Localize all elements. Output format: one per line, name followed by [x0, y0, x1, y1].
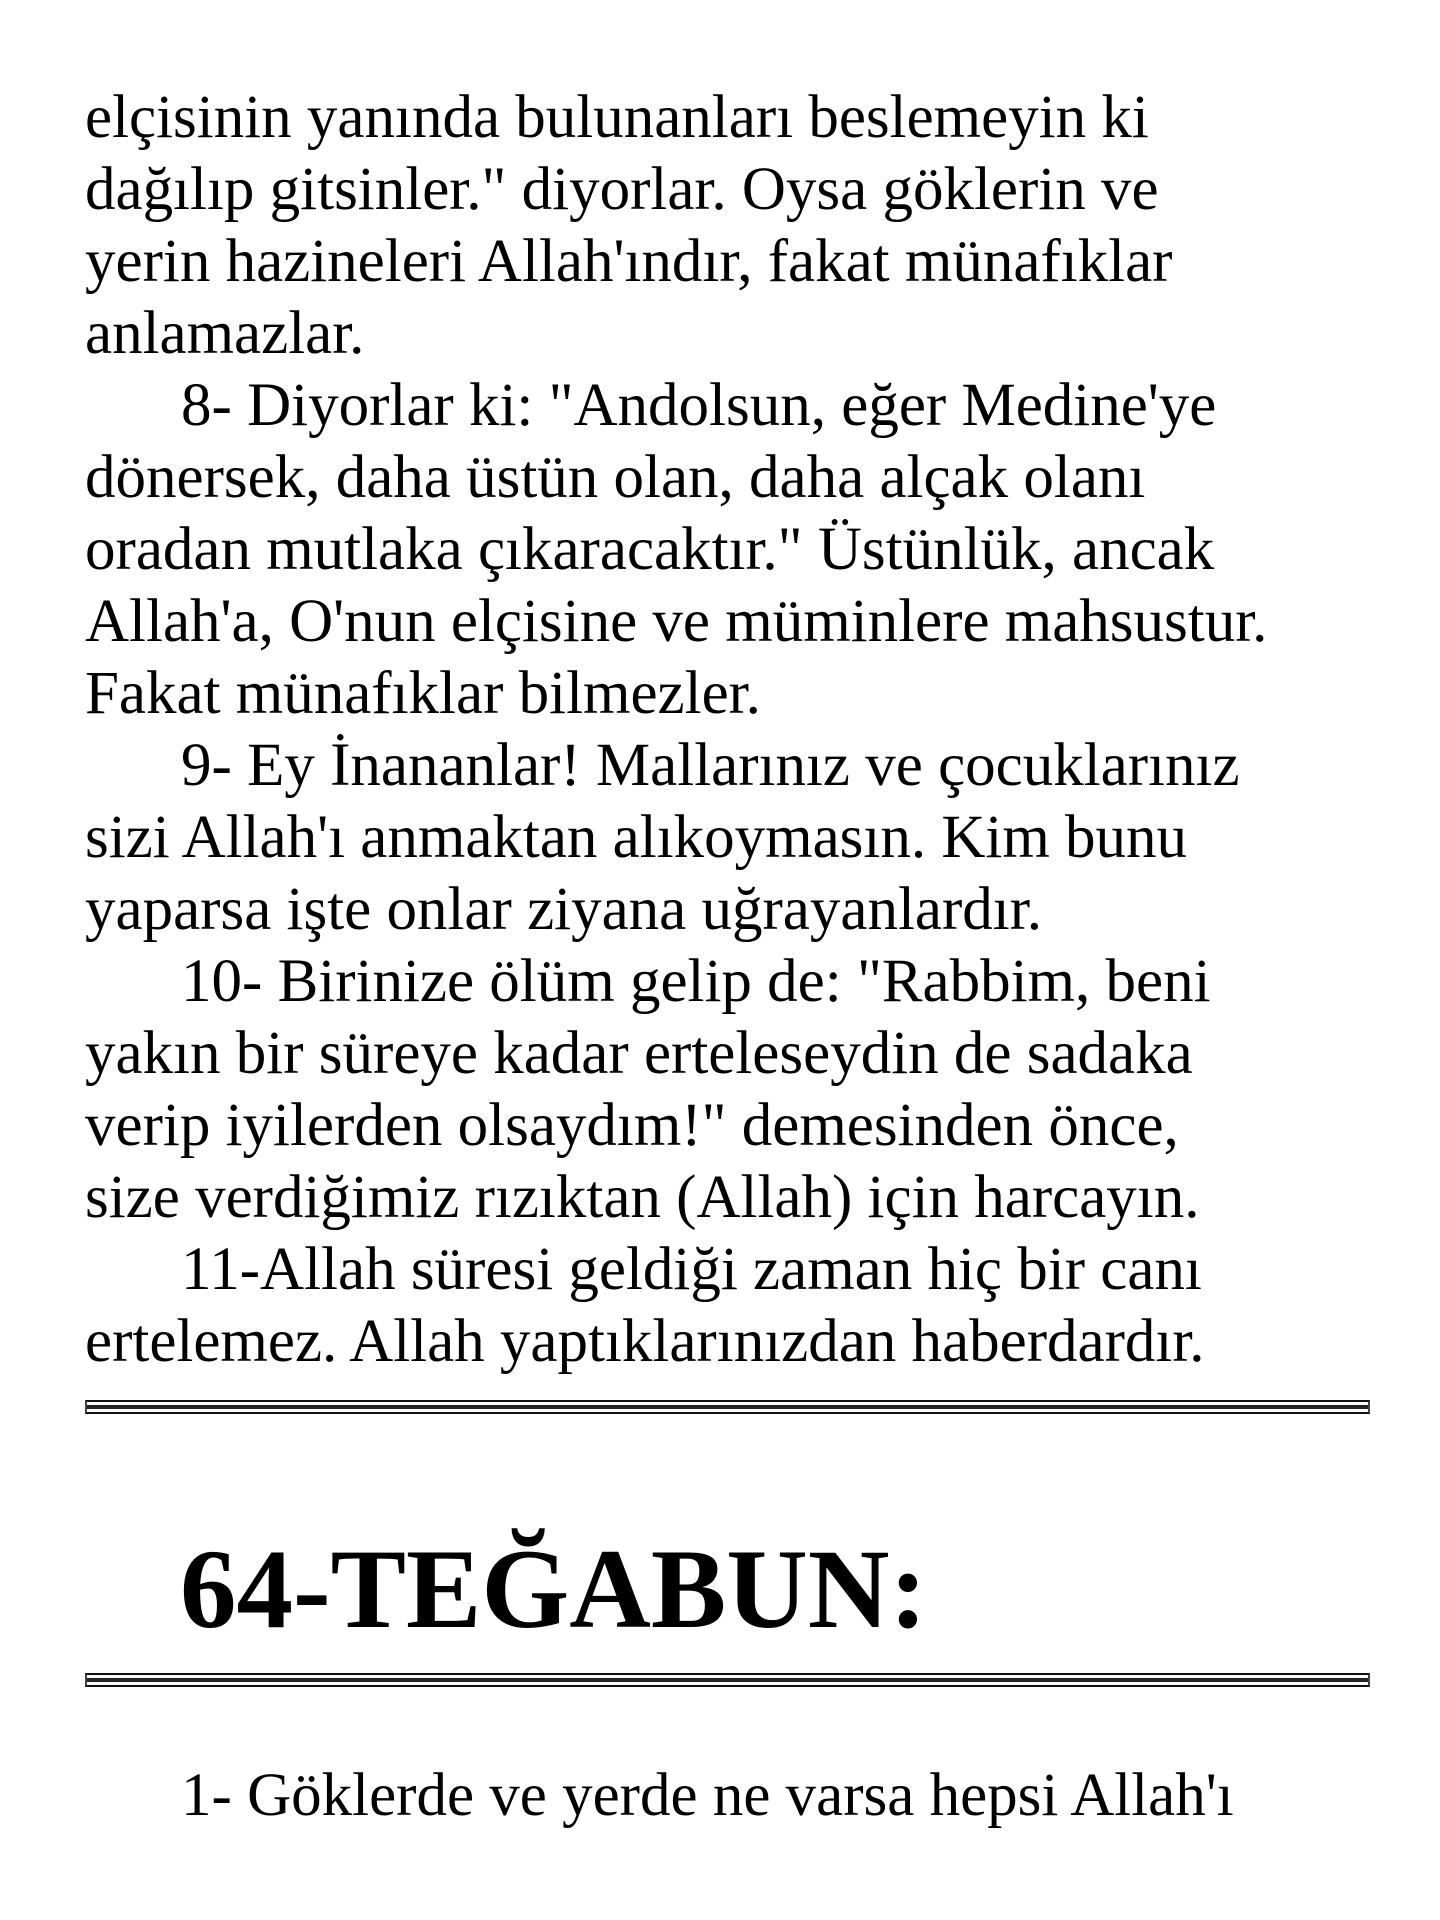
- verse-10-paragraph: [85, 946, 1385, 1234]
- text-line: ertelemez. Allah yaptıklarınızdan haberdardır.: [85, 1308, 1205, 1375]
- paragraph-continuation: [85, 82, 1385, 370]
- text-line: 9- Ey İnananlar! Mallarınız ve çocuklarınız: [181, 732, 1240, 799]
- document-body: [85, 82, 1385, 1378]
- text-line: anlamazlar.: [85, 300, 365, 367]
- text-line: oradan mutlaka çıkaracaktır." Üstünlük, ancak: [85, 516, 1215, 583]
- text-line: yerin hazineleri Allah'ındır, fakat münafıklar: [85, 228, 1173, 295]
- verse-11-paragraph: [85, 1234, 1385, 1378]
- text-line: 10- Birinize ölüm gelip de: "Rabbim, beni: [181, 948, 1211, 1015]
- text-line: elçisinin yanında bulunanları beslemeyin ki: [85, 84, 1149, 151]
- text-line: dönersek, daha üstün olan, daha alçak olanı: [85, 444, 1146, 511]
- next-section-body: [85, 1760, 1385, 1832]
- text-line: dağılıp gitsinler." diyorlar. Oysa göklerin ve: [85, 156, 1159, 223]
- verse-1-paragraph: [85, 1760, 1385, 1832]
- horizontal-rule-top: [85, 1400, 1370, 1414]
- text-line: size verdiğimiz rızıktan (Allah) için harcayın.: [85, 1164, 1200, 1231]
- text-line: 11-Allah süresi geldiği zaman hiç bir canı: [181, 1236, 1202, 1303]
- text-line: verip iyilerden olsaydım!" demesinden önce,: [85, 1092, 1179, 1159]
- text-line: yakın bir süreye kadar erteleseydin de sadaka: [85, 1020, 1193, 1087]
- section-heading: 64-TEĞABUN:: [180, 1527, 928, 1652]
- text-line: Fakat münafıklar bilmezler.: [85, 660, 761, 727]
- text-line: Allah'a, O'nun elçisine ve müminlere mahsustur.: [85, 588, 1268, 655]
- horizontal-rule-bottom: [85, 1673, 1370, 1687]
- verse-9-paragraph: [85, 730, 1385, 946]
- text-line: yaparsa işte onlar ziyana uğrayanlardır.: [85, 876, 1042, 943]
- verse-8-paragraph: [85, 370, 1385, 730]
- text-line: sizi Allah'ı anmaktan alıkoymasın. Kim bunu: [85, 804, 1188, 871]
- text-line: 8- Diyorlar ki: "Andolsun, eğer Medine'ye: [181, 372, 1217, 439]
- text-line: 1- Göklerde ve yerde ne varsa hepsi Allah'ı: [181, 1762, 1234, 1829]
